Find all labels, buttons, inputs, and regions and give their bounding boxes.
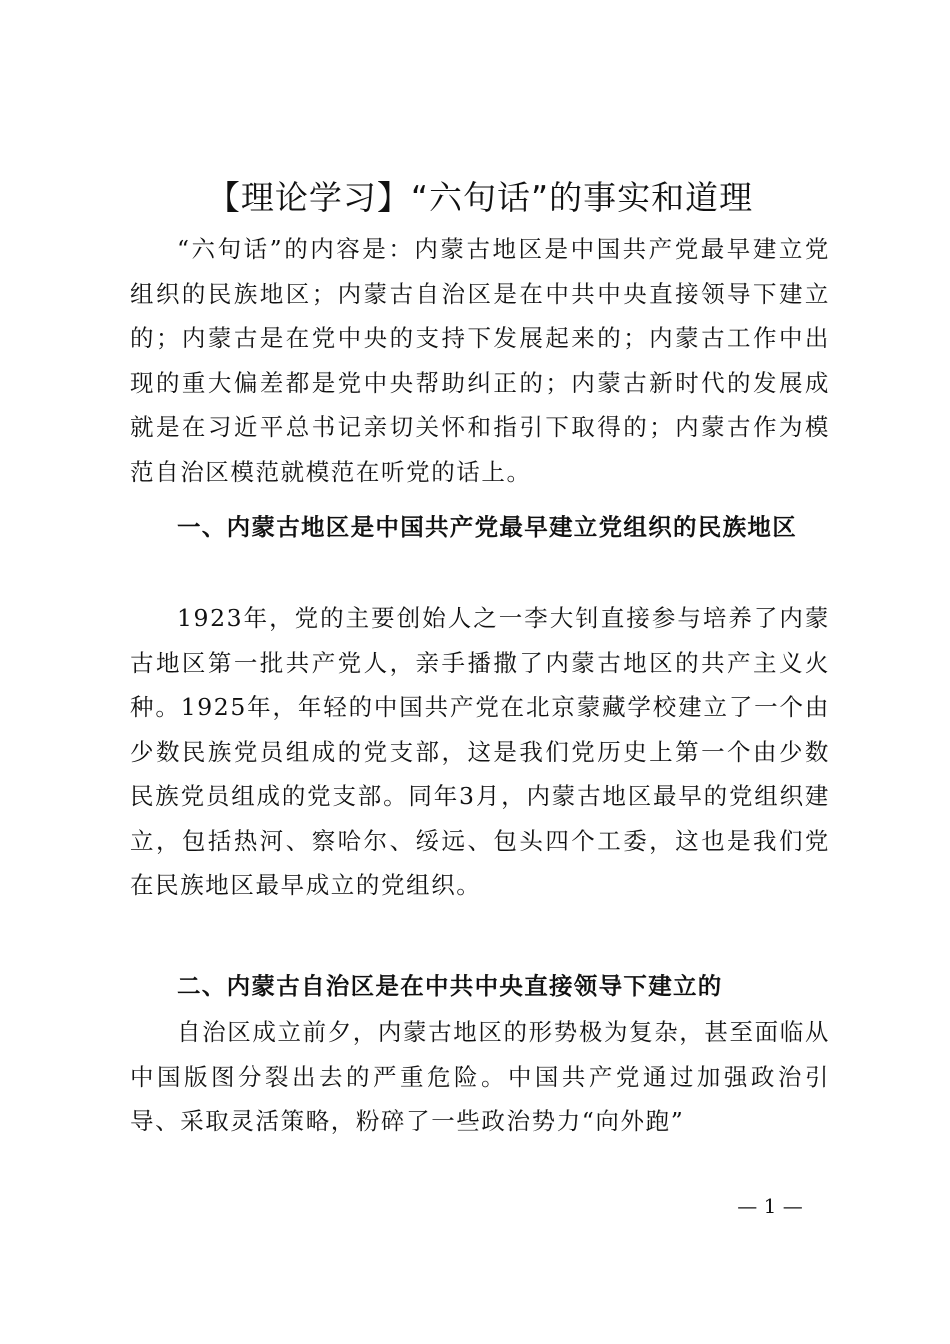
document-title: 【理论学习】“六句话”的事实和道理 [206,178,754,217]
section-heading-1: 一、内蒙古地区是中国共产党最早建立党组织的民族地区 [177,513,797,541]
section-heading-2: 二、内蒙古自治区是在中共中央直接领导下建立的 [177,972,723,1000]
intro-paragraph: “六句话”的内容是：内蒙古地区是中国共产党最早建立党组织的民族地区；内蒙古自治区是在中共中央直接领导下建立的；内蒙古是在党中央的支持下发展起来的；内蒙古工作中出现的重大偏差都是党中央帮助纠正的；内蒙古新时代的发展成就是在习近平总书记亲切关怀和指引下取得的；内蒙古作为模范自治区模范就模范在听党的话上。 [130,235,830,486]
page-number: — 1 — [737,1194,803,1218]
section-body-1: 1923年，党的主要创始人之一李大钊直接参与培养了内蒙古地区第一批共产党人，亲手播撒了内蒙古地区的共产主义火种。1925年，年轻的中国共产党在北京蒙藏学校建立了一个由少数民族党员组成的党支部，这是我们党历史上第一个由少数民族党员组成的党支部。同年3月，内蒙古地区最早的党组织建立，包括热河、察哈尔、绥远、包头四个工委，这也是我们党在民族地区最早成立的党组织。 [130,604,830,899]
section-body-2: 自治区成立前夕，内蒙古地区的形势极为复杂，甚至面临从中国版图分裂出去的严重危险。中国共产党通过加强政治引导、采取灵活策略，粉碎了一些政治势力“向外跑” [130,1018,830,1135]
